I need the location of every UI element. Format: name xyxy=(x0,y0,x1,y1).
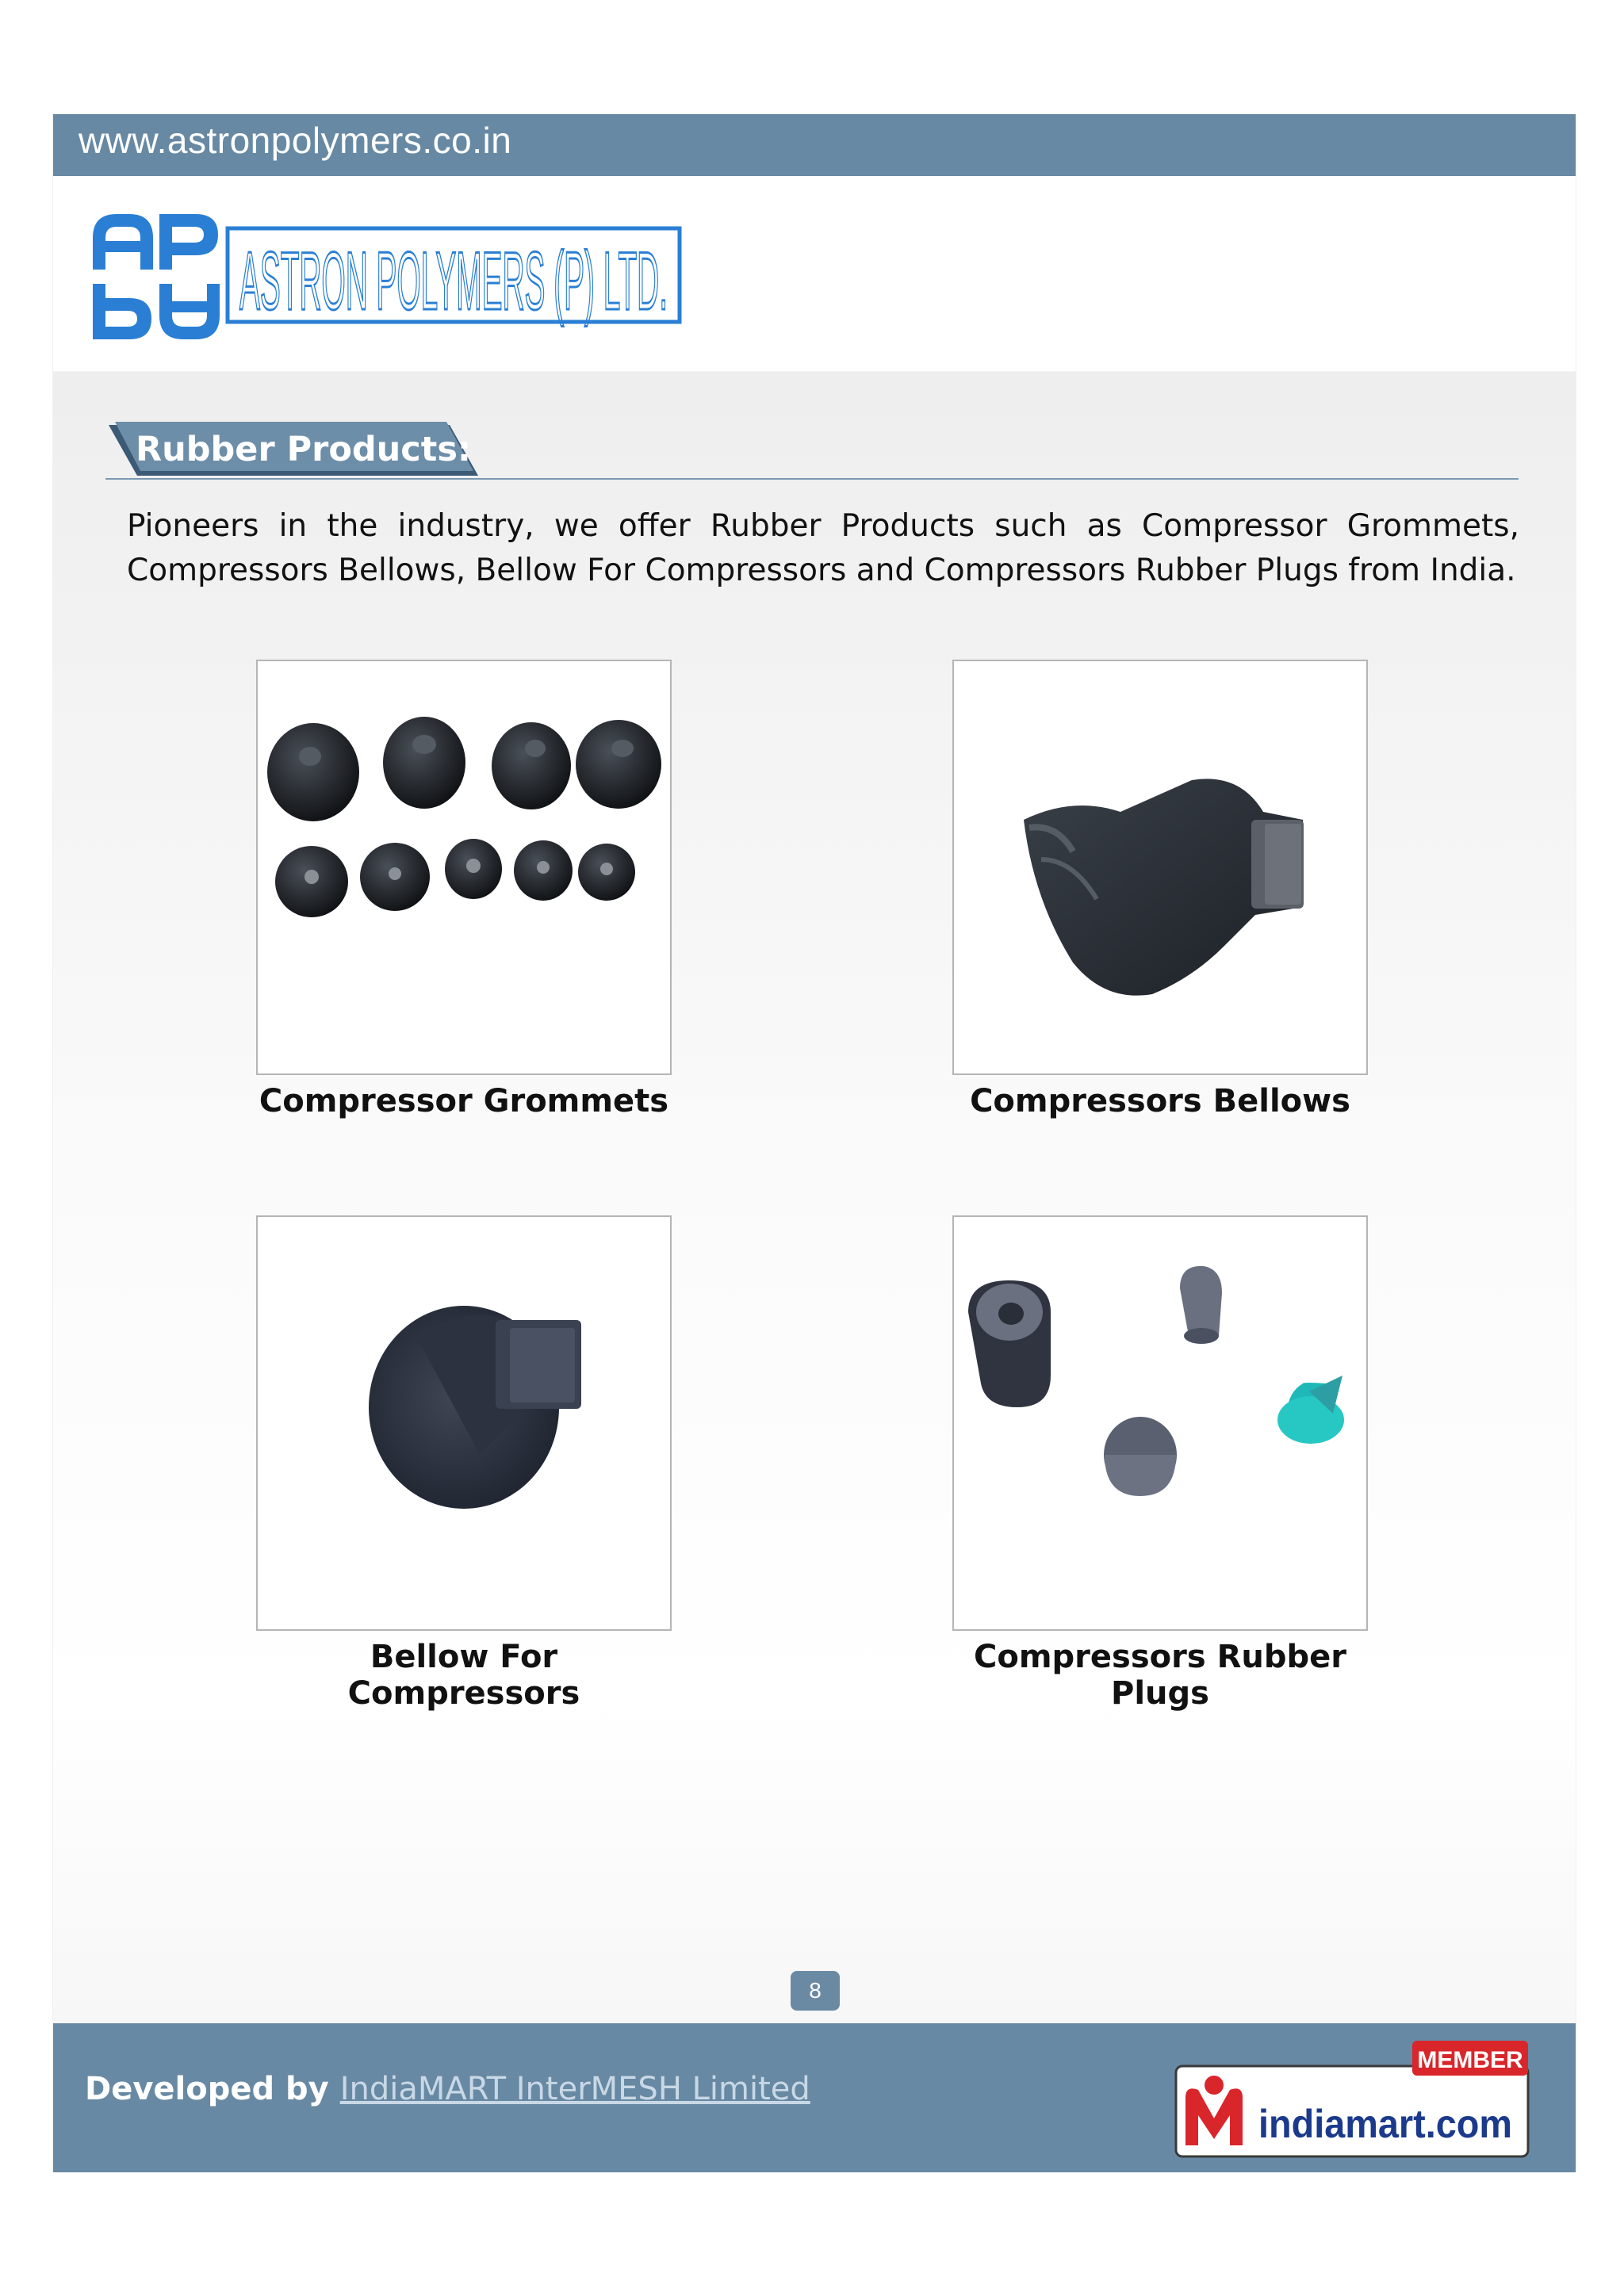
member-label: MEMBER xyxy=(1417,2047,1523,2073)
product-caption: Compressors Rubber Plugs xyxy=(974,1639,1346,1712)
page-number: 8 xyxy=(791,1971,840,2011)
indiamart-brand: indiamart.com xyxy=(1258,2102,1512,2146)
product-card-compressor-grommets[interactable] xyxy=(256,660,672,1119)
product-card-compressors-rubber-plugs[interactable] xyxy=(952,1215,1368,1712)
product-image-frame[interactable] xyxy=(256,660,672,1075)
developed-by-text xyxy=(85,2071,810,2107)
bellow-for-compressors-photo xyxy=(258,1217,670,1629)
compressors-rubber-plugs-photo xyxy=(954,1217,1366,1629)
intro-paragraph: Pioneers in the industry, we offer Rubber Products such as Compressor Grommets, Compressors Bellows, Bellow For Compressors and Compressors Rubber Plugs from India. xyxy=(127,508,1519,588)
product-caption: Compressor Grommets xyxy=(259,1083,669,1119)
indiamart-member-badge[interactable] xyxy=(1174,2039,1530,2158)
product-image-frame[interactable] xyxy=(952,1215,1368,1631)
company-logo xyxy=(77,205,688,352)
section-divider xyxy=(105,478,1519,480)
product-card-compressors-bellows[interactable] xyxy=(952,660,1368,1119)
product-caption: Bellow For Compressors xyxy=(347,1639,580,1712)
product-card-bellow-for-compressors[interactable] xyxy=(256,1215,672,1712)
compressor-grommets-photo xyxy=(258,661,670,1073)
site-url[interactable]: www.astronpolymers.co.in xyxy=(79,120,512,161)
product-image-frame[interactable] xyxy=(952,660,1368,1075)
document-page xyxy=(52,114,1576,2172)
indiamart-link[interactable]: IndiaMART InterMESH Limited xyxy=(339,2071,810,2107)
section-title: Rubber Products: xyxy=(136,430,472,469)
compressors-bellows-photo xyxy=(954,661,1366,1073)
header-bar xyxy=(53,114,1576,176)
product-caption: Compressors Bellows xyxy=(970,1083,1350,1119)
developed-by-label: Developed by xyxy=(85,2071,340,2107)
logo-text: ASTRON POLYMERS (P) LTD. xyxy=(239,235,668,327)
footer-bar xyxy=(53,2023,1576,2172)
product-image-frame[interactable] xyxy=(256,1215,672,1631)
